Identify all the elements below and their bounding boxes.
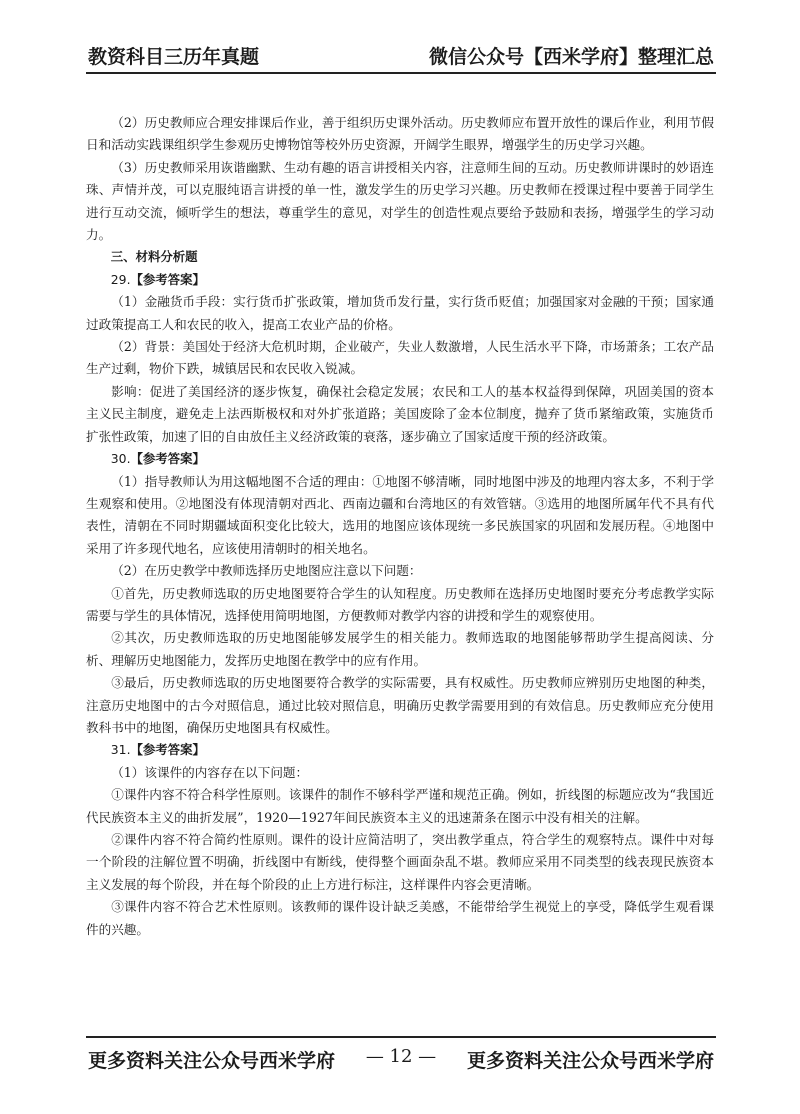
footer-right-note: 更多资料关注公众号西米学府 [466,1050,714,1072]
paragraph: ②其次，历史教师选取的历史地图能够发展学生的相关能力。教师选取的地图能够帮助学生提高阅读、分析、理解历史地图能力，发挥历史地图在教学中的应有作用。 [86,630,714,668]
paragraph: （2）历史教师应合理安排课后作业，善于组织历史课外活动。历史教师应布置开放性的课后作业，利用节假日和活动实践课组织学生参观历史博物馆等校外历史资源，开阔学生眼界，增强学生的历史学习兴趣。 [86,115,714,153]
header-source: 微信公众号【西米学府】整理汇总 [428,46,714,68]
page-header [86,38,716,74]
answer-heading: 29.【参考答案】 [110,271,205,287]
paragraph: （1）金融货币手段：实行货币扩张政策，增加货币发行量，实行货币贬值；加强国家对金融的干预；国家通过政策提高工人和农民的收入，提高工农业产品的价格。 [86,294,714,332]
paragraph: ①首先，历史教师选取的历史地图要符合学生的认知程度。历史教师在选择历史地图时要充分考虑教学实际需要与学生的具体情况，选择使用简明地图，方便教师对教学内容的讲授和学生的观察使用。 [86,585,714,623]
answer-heading: 31.【参考答案】 [110,742,205,758]
paragraph: （2）背景：美国处于经济大危机时期，企业破产，失业人数激增，人民生活水平下降，市场萧条；工农产品生产过剩，物价下跌，城镇居民和农民收入锐减。 [86,339,714,377]
paragraph: ③课件内容不符合艺术性原则。该教师的课件设计缺乏美感，不能带给学生视觉上的享受，降低学生观看课件的兴趣。 [86,899,714,937]
section-heading: 三、材料分析题 [110,249,198,265]
paragraph: ①课件内容不符合科学性原则。该课件的制作不够科学严谨和规范正确。例如，折线图的标题应改为“我国近代民族资本主义的曲折发展”，1920—1927年间民族资本主义的迅速萧条在图示中没有相关的注解。 [86,787,714,825]
document-body [86,112,714,941]
paragraph: （1）指导教师认为用这幅地图不合适的理由：①地图不够清晰，同时地图中涉及的地理内容太多，不利于学生观察和使用。②地图没有体现清朝对西北、西南边疆和台湾地区的有效管辖。③选用的地图所属年代不具有代表性，清朝在不同时期疆域面积变化比较大，选用的地图应该体现统一多民族国家的巩固和发展历程。④地图中采用了许多现代地名，应该使用清朝时的相关地名。 [86,473,714,556]
answer-heading: 30.【参考答案】 [110,451,205,467]
page-footer [86,1036,716,1076]
page-number: — 12 — [365,1046,437,1067]
paragraph: ③最后，历史教师选取的历史地图要符合教学的实际需要，具有权威性。历史教师应辨别历史地图的种类，注意历史地图中的古今对照信息，通过比较对照信息，明确历史教学需要用到的有效信息。历史教师应充分使用教科书中的地图，确保历史地图具有权威性。 [86,675,714,735]
paragraph: （1）该课件的内容存在以下问题： [111,764,309,780]
header-title: 教资科目三历年真题 [88,46,260,68]
paragraph: （3）历史教师采用诙谐幽默、生动有趣的语言讲授相关内容，注意师生间的互动。历史教师讲课时的妙语连珠、声情并茂，可以克服纯语言讲授的单一性，激发学生的历史学习兴趣。历史教师在授课过程中要善于同学生进行互动交流，倾听学生的想法，尊重学生的意见，对学生的创造性观点要给予鼓励和表扬，增强学生的学习动力。 [86,159,714,243]
footer-left-note: 更多资料关注公众号西米学府 [88,1050,336,1072]
paragraph: 影响：促进了美国经济的逐步恢复，确保社会稳定发展；农民和工人的基本权益得到保障，巩固美国的资本主义民主制度，避免走上法西斯极权和对外扩张道路；美国废除了金本位制度，抛弃了货币紧缩政策，实施货币扩张性政策，加速了旧的自由放任主义经济政策的衰落，逐步确立了国家适度干预的经济政策。 [86,383,714,444]
paragraph: （2）在历史教学中教师选择历史地图应注意以下问题： [111,563,422,579]
paragraph: ②课件内容不符合简约性原则。课件的设计应简洁明了，突出教学重点，符合学生的观察特点。课件中对每一个阶段的注解位置不明确，折线图中有断线，使得整个画面杂乱不堪。教师应采用不同类型的线表现民族资本主义发展的每个阶段，并在每个阶段的止上方进行标注，这样课件内容会更清晰。 [86,832,714,892]
